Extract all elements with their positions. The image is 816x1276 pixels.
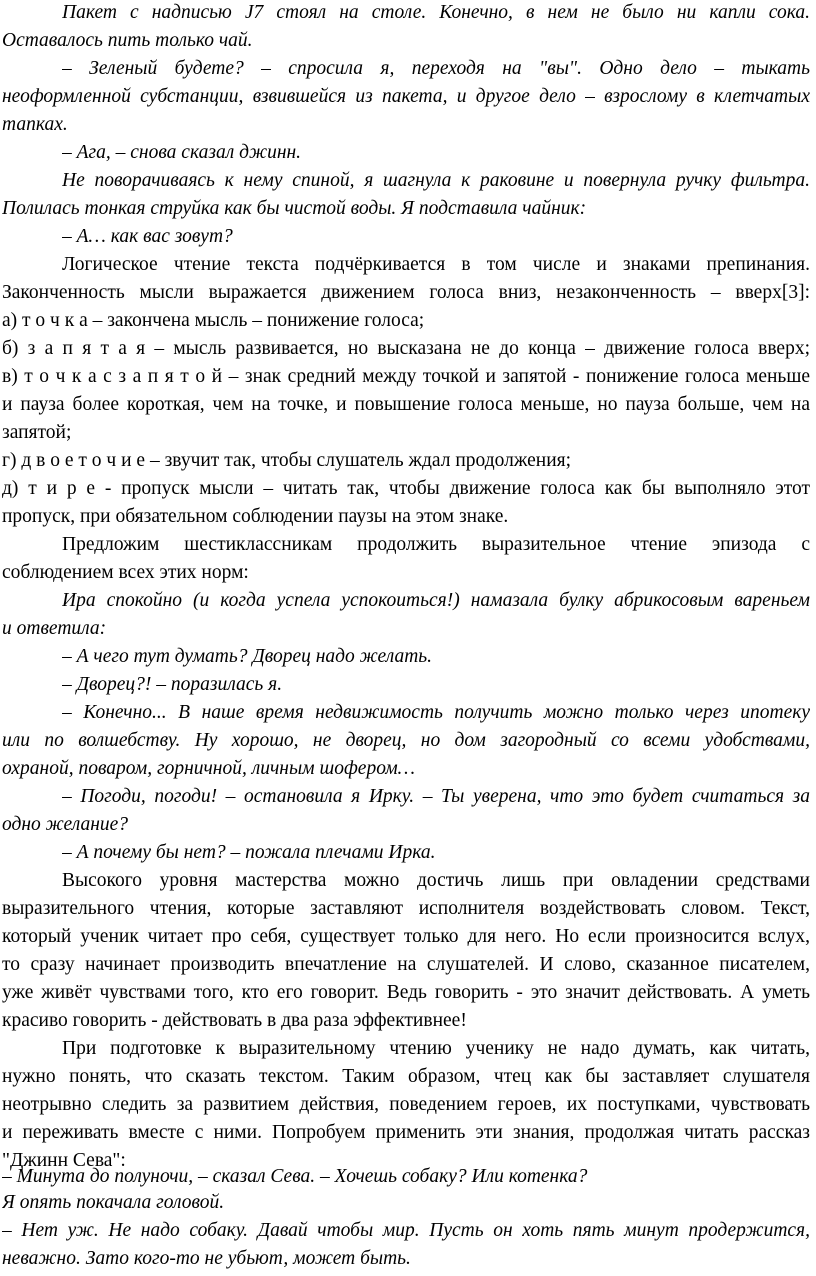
text-line: выразительного чтения, которые заставляют исполнителя воздействовать словом. Текст, [2, 898, 810, 919]
text-line: – Погоди, погоди! – остановила я Ирку. – Ты уверена, что это будет считаться за [62, 786, 810, 807]
list-item: г) д в о е т о ч и е – звучит так, чтобы слушатель ждал продолжения; [2, 450, 572, 471]
text-line: Ира спокойно (и когда успела успокоиться!) намазала булку абрикосовым вареньем [62, 590, 810, 611]
list-item: д) т и р е - пропуск мысли – читать так, чтобы движение голоса как бы выполняло этот [2, 478, 810, 499]
text-line: Я опять покачала головой. [2, 1192, 225, 1213]
text-line: уже живёт чувствами того, кто его говорит. Ведь говорить - это значит действовать. А уметь [2, 982, 810, 1003]
text-line: – А… как вас зовут? [62, 226, 233, 247]
text-line: одно желание? [2, 814, 129, 835]
list-item: а) т о ч к а – закончена мысль – понижение голоса; [2, 310, 425, 331]
text-line: – Зеленый будете? – спросила я, переходя на "вы". Одно дело – тыкать [62, 58, 810, 79]
text-line: – А почему бы нет? – пожала плечами Ирка. [62, 842, 436, 863]
text-line: Полилась тонкая струйка как бы чистой воды. Я подставила чайник: [2, 198, 587, 219]
list-item: в) т о ч к а с з а п я т о й – знак средний между точкой и запятой - понижение голоса меньше [2, 366, 810, 387]
text-line: – Конечно... В наше время недвижимость получить можно только через ипотеку [62, 702, 810, 723]
text-line: – А чего тут думать? Дворец надо желать. [62, 646, 433, 667]
text-line: то сразу начинает производить впечатление на слушателей. И слово, сказанное писателем, [2, 954, 810, 975]
list-item: б) з а п я т а я – мысль развивается, но высказана не до конца – движение голоса вверх; [2, 338, 810, 359]
text-line: При подготовке к выразительному чтению ученику не надо думать, как читать, [62, 1038, 810, 1059]
text-line: "Джинн Сева": [2, 1150, 126, 1171]
text-line: – Нет уж. Не надо собаку. Давай чтобы мир. Пусть он хоть пять минут продержится, [2, 1220, 810, 1241]
text-line: красиво говорить - действовать в два раза эффективнее! [2, 1010, 467, 1031]
text-line: – Минута до полуночи, – сказал Сева. – Хочешь собаку? Или котенка? [2, 1166, 588, 1187]
text-line: пропуск, при обязательном соблюдении паузы на этом знаке. [2, 506, 509, 527]
text-line: неотрывно следить за развитием действия, поведением героев, их поступками, чувствовать [2, 1094, 810, 1115]
text-line: нужно понять, что сказать текстом. Таким образом, чтец как бы заставляет слушателя [2, 1066, 810, 1087]
text-line: и переживать вместе с ними. Попробуем применить эти знания, продолжая читать рассказ [2, 1122, 810, 1143]
text-line: тапках. [2, 114, 68, 135]
text-line: Высокого уровня мастерства можно достичь лишь при овладении средствами [62, 870, 810, 891]
text-line: соблюдением всех этих норм: [2, 562, 249, 583]
text-line: или по волшебству. Ну хорошо, не дворец, но дом загородный со всеми удобствами, [2, 730, 810, 751]
text-line: Законченность мысли выражается движением голоса вниз, незаконченность – вверх[3]: [2, 282, 810, 303]
text-line: Не поворачиваясь к нему спиной, я шагнула к раковине и повернула ручку фильтра. [62, 170, 810, 191]
text-line: неважно. Зато кого-то не убьют, может быть. [2, 1248, 411, 1269]
text-line: запятой; [2, 422, 72, 443]
text-line: Предложим шестиклассникам продолжить выразительное чтение эпизода с [62, 534, 810, 555]
text-line: и пауза более короткая, чем на точке, и повышение голоса меньше, но пауза больше, чем на [2, 394, 810, 415]
text-line: Пакет с надписью J7 стоял на столе. Конечно, в нем не было ни капли сока. [62, 2, 810, 23]
text-line: который ученик читает про себя, существует только для него. Но если произносится вслух, [2, 926, 810, 947]
text-line: охраной, поваром, горничной, личным шофером… [2, 758, 415, 779]
text-line: неоформленной субстанции, взвившейся из пакета, и другое дело – взрослому в клетчатых [2, 86, 810, 107]
text-line: Оставалось пить только чай. [2, 30, 253, 51]
text-line: – Дворец?! – поразилась я. [62, 674, 283, 695]
text-line: и ответила: [2, 618, 107, 639]
text-line: Логическое чтение текста подчёркивается в том числе и знаками препинания. [62, 254, 810, 275]
text-line: – Ага, – снова сказал джинн. [62, 142, 302, 163]
